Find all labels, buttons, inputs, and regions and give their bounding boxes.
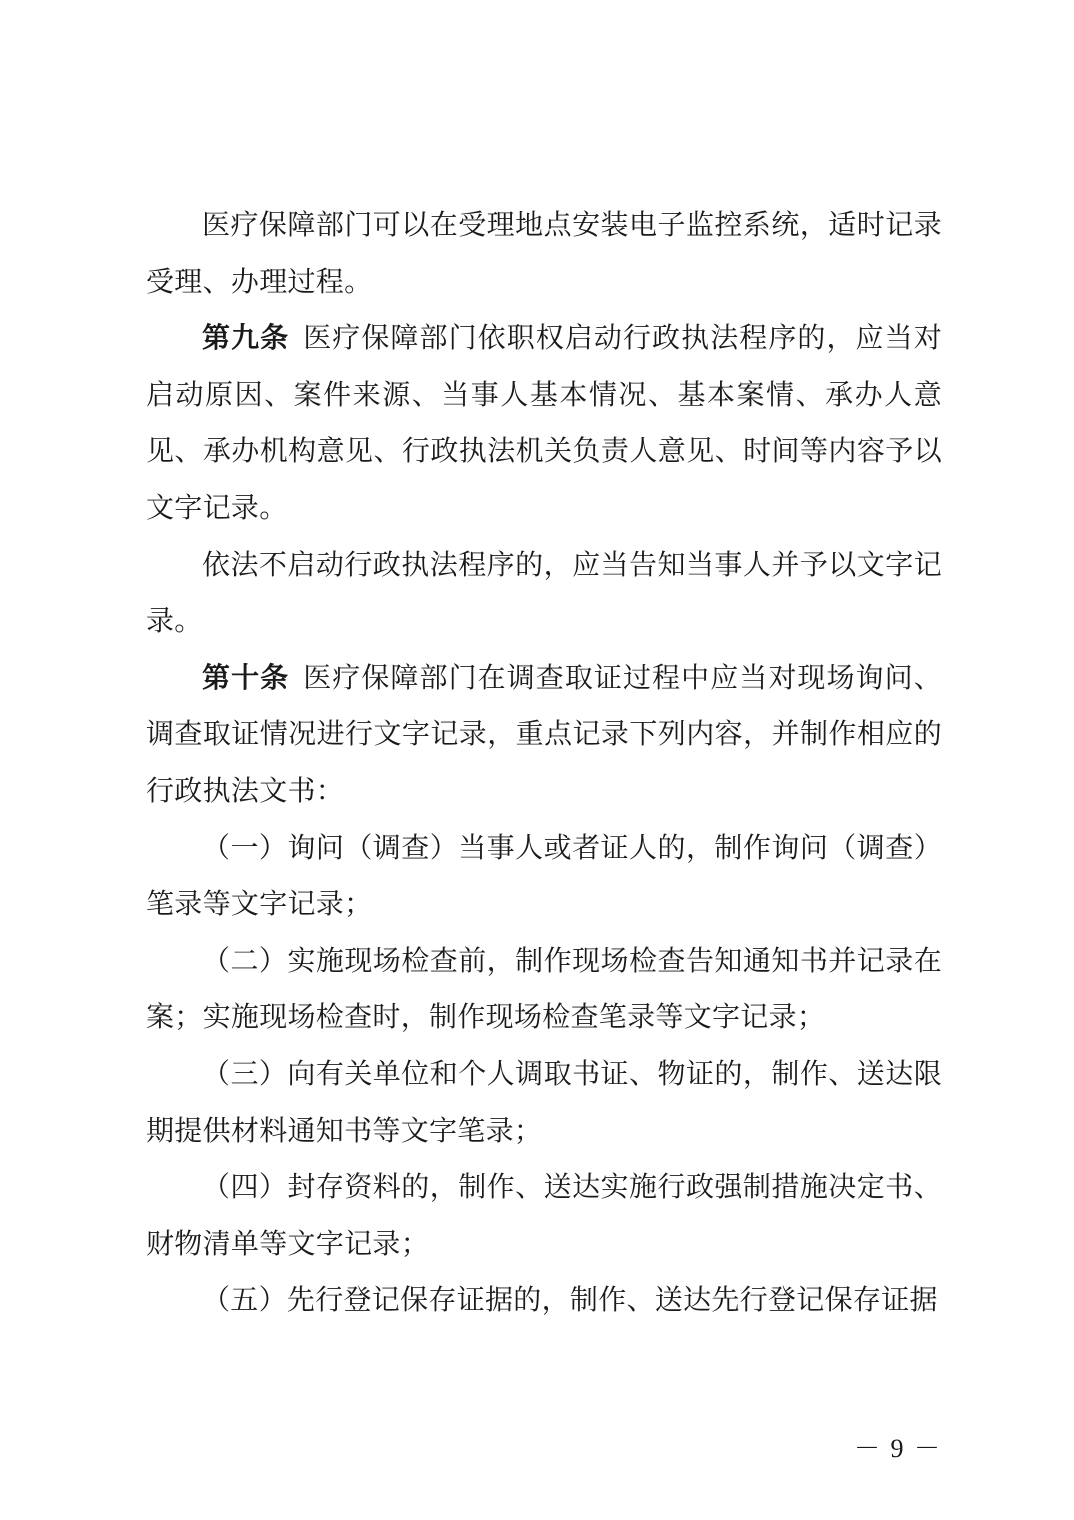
list-item-1 bbox=[146, 820, 942, 933]
page-number: － 9 － bbox=[853, 1434, 942, 1463]
article-10-heading: 第十条 bbox=[202, 660, 290, 694]
list-item-text: （四）封存资料的，制作、送达实施行政强制措施决定书、财物清单等文字记录； bbox=[146, 1170, 942, 1260]
article-10-paragraph bbox=[146, 650, 942, 820]
list-item-text: （三）向有关单位和个人调取书证、物证的，制作、送达限期提供材料通知书等文字笔录； bbox=[146, 1056, 942, 1147]
paragraph-text: 医疗保障部门依职权启动行政执法程序的，应当对启动原因、案件来源、当事人基本情况、基本案情、承办人意见、承办机构意见、行政执法机关负责人意见、时间等内容予以文字记录。 bbox=[146, 321, 942, 524]
document-body bbox=[146, 197, 942, 1329]
paragraph-text: 医疗保障部门在调查取证过程中应当对现场询问、调查取证情况进行文字记录，重点记录下列内容，并制作相应的行政执法文书： bbox=[146, 660, 942, 807]
list-item-4 bbox=[146, 1159, 942, 1272]
paragraph-text: 依法不启动行政执法程序的，应当告知当事人并予以文字记录。 bbox=[146, 547, 942, 638]
paragraph-1 bbox=[146, 197, 942, 310]
list-item-text: （二）实施现场检查前，制作现场检查告知通知书并记录在案；实施现场检查时，制作现场检查笔录等文字记录； bbox=[146, 943, 942, 1034]
paragraph-text: 医疗保障部门可以在受理地点安装电子监控系统，适时记录受理、办理过程。 bbox=[146, 208, 942, 298]
list-item-5 bbox=[146, 1272, 942, 1329]
article-9-heading: 第九条 bbox=[202, 321, 290, 355]
list-item-3 bbox=[146, 1046, 942, 1159]
list-item-text: （五）先行登记保存证据的，制作、送达先行登记保存证据 bbox=[202, 1283, 938, 1317]
list-item-text: （一）询问（调查）当事人或者证人的，制作询问（调查）笔录等文字记录； bbox=[146, 830, 942, 921]
paragraph-3 bbox=[146, 537, 942, 650]
list-item-2 bbox=[146, 933, 942, 1046]
article-9-paragraph bbox=[146, 310, 942, 536]
